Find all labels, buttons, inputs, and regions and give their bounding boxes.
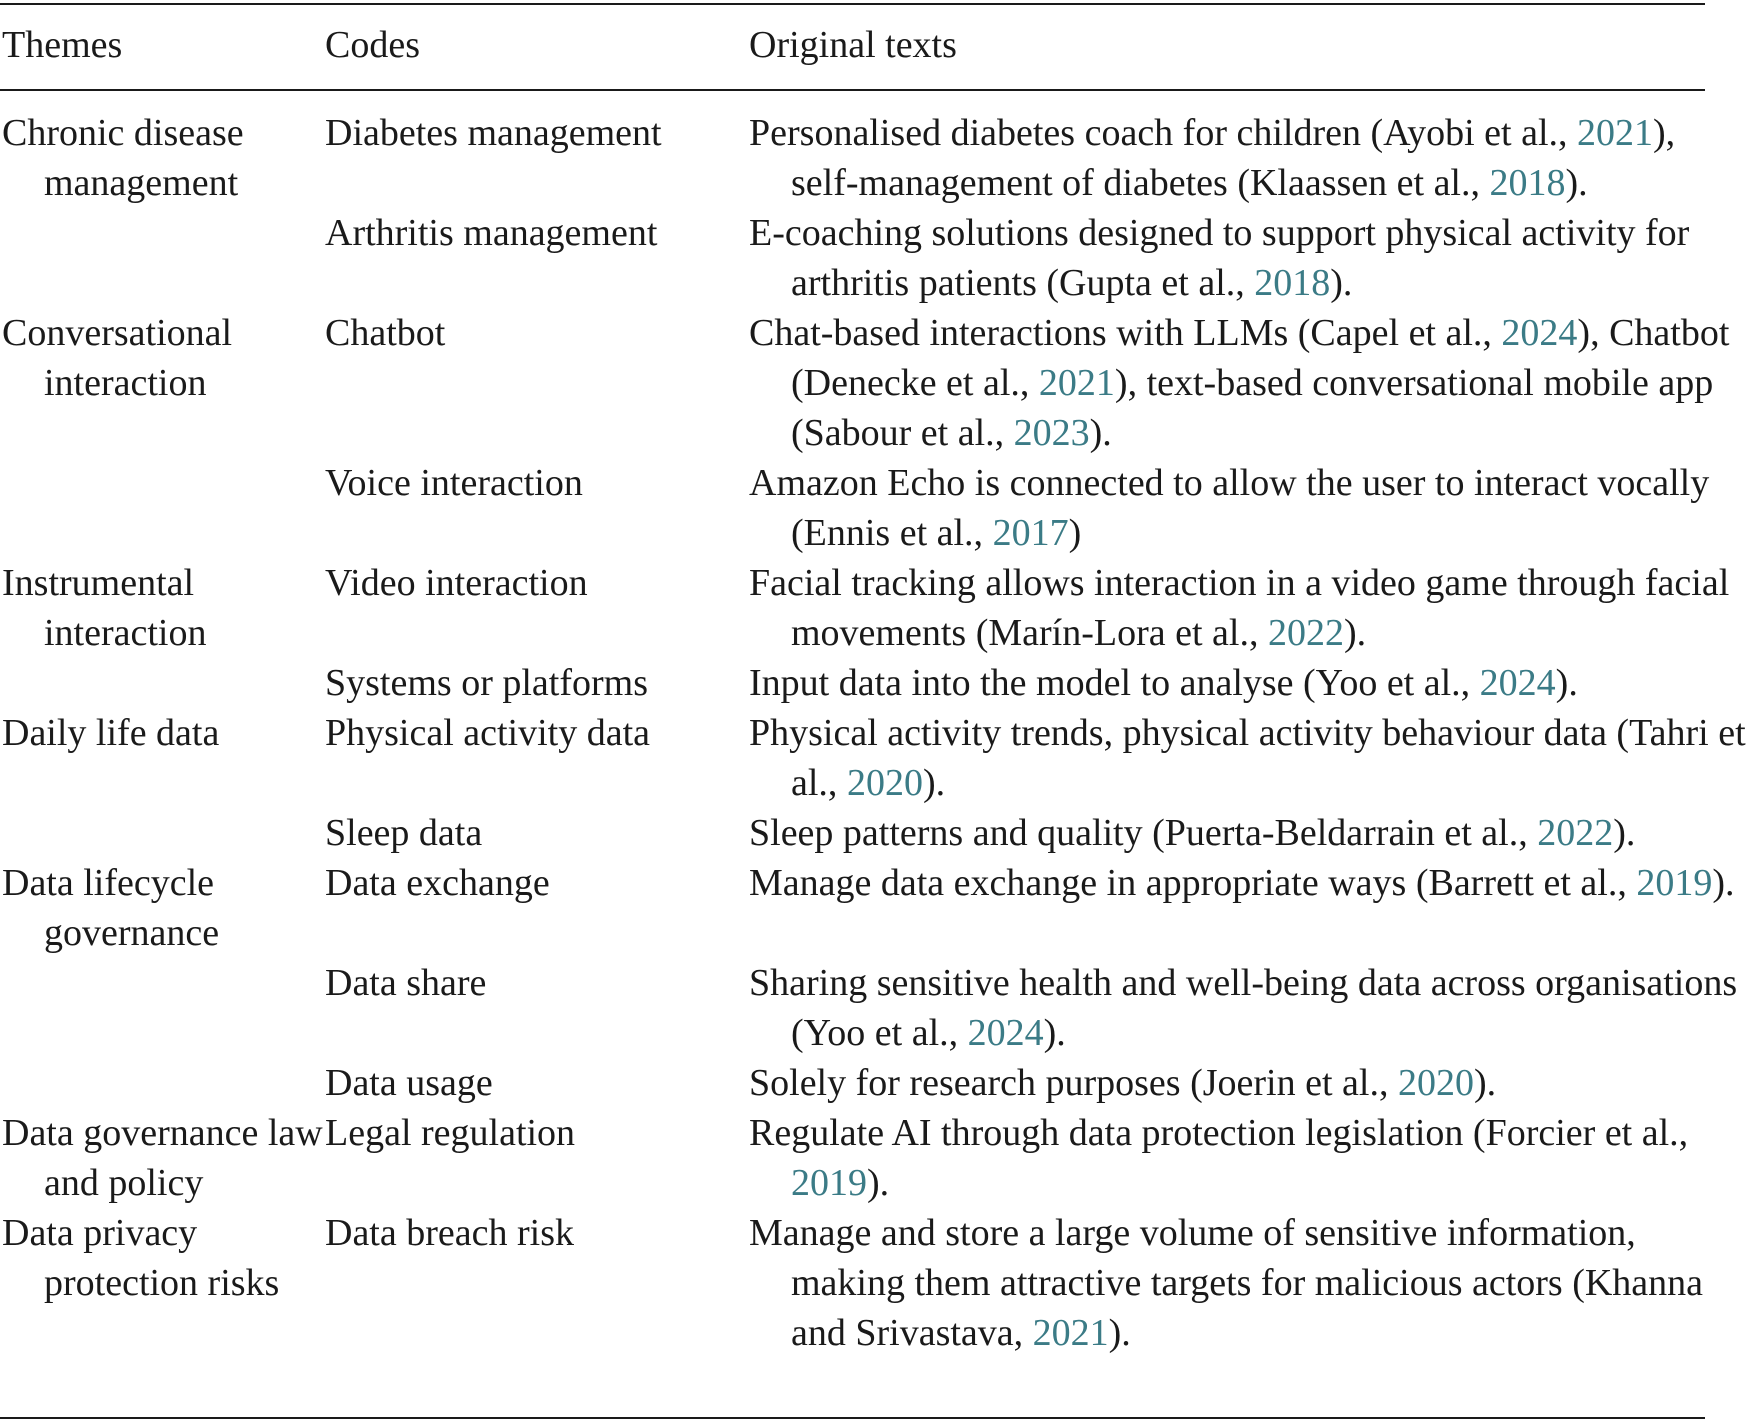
citation-year: 2018	[1489, 162, 1566, 204]
table-row	[0, 858, 1735, 958]
original-text-cell	[749, 558, 1747, 658]
header-themes: Themes	[2, 24, 123, 66]
citation-year: 2022	[1537, 812, 1614, 854]
citation-year: 2021	[1032, 1312, 1109, 1354]
code-cell: Data breach risk	[325, 1212, 574, 1254]
table-body	[0, 108, 1746, 1358]
table-row	[0, 808, 1705, 858]
text-fragment: ).	[1330, 262, 1353, 304]
original-text-cell	[749, 858, 1747, 908]
text-fragment: Sharing sensitive health and well-being data across organisations (Yoo et al.,	[749, 962, 1738, 1054]
citation-year: 2018	[1254, 262, 1331, 304]
text-fragment: Personalised diabetes coach for children (Ayobi et al.,	[749, 112, 1578, 154]
header-codes: Codes	[325, 24, 420, 66]
code-cell: Systems or platforms	[325, 662, 648, 704]
code-cell: Video interaction	[325, 562, 588, 604]
text-fragment: ), self-management of diabetes (Klaassen et al.,	[791, 112, 1676, 204]
header-original-texts: Original texts	[749, 24, 957, 66]
code-cell: Data usage	[325, 1062, 493, 1104]
code-cell: Physical activity data	[325, 712, 651, 754]
original-text-cell	[749, 108, 1747, 208]
table-bottom-rule	[0, 1417, 1705, 1419]
table-header-row	[0, 20, 1705, 80]
table-row	[0, 658, 1705, 708]
table-header-rule	[0, 89, 1705, 91]
text-fragment: Regulate AI through data protection legislation (Forcier et al.,	[749, 1112, 1689, 1154]
text-fragment: Solely for research purposes (Joerin et al.,	[749, 1062, 1398, 1104]
table-row	[0, 558, 1730, 658]
table-row	[0, 1058, 1705, 1108]
table-row	[0, 108, 1705, 208]
original-text-cell	[749, 1208, 1747, 1358]
text-fragment: Input data into the model to analyse (Yoo et al.,	[749, 662, 1480, 704]
citation-year: 2021	[1038, 362, 1115, 404]
table-row	[0, 458, 1710, 558]
original-text-cell	[749, 458, 1747, 558]
citation-year: 2017	[992, 512, 1069, 554]
table-row	[0, 1108, 1705, 1208]
theme-cell: Data lifecycle governance	[2, 862, 220, 954]
text-fragment: Manage data exchange in appropriate ways (Barrett et al.,	[749, 862, 1637, 904]
text-fragment: ), text-based conversational mobile app (Sabour et al.,	[791, 362, 1714, 454]
theme-cell: Daily life data	[2, 712, 220, 754]
code-cell: Diabetes management	[325, 112, 662, 154]
text-fragment: Manage and store a large volume of sensitive information, making them attractive targets for malicious actors (Khanna and Srivastava,	[749, 1212, 1704, 1354]
text-fragment: E-coaching solutions designed to support physical activity for arthritis patients (Gupta et al.,	[749, 212, 1690, 304]
text-fragment: ).	[1565, 162, 1588, 204]
original-text-cell	[749, 1108, 1747, 1208]
original-text-cell	[749, 308, 1747, 458]
table-row	[0, 208, 1705, 308]
text-fragment: Amazon Echo is connected to allow the user to interact vocally (Ennis et al.,	[749, 462, 1710, 554]
table-row	[0, 1208, 1705, 1358]
code-cell: Data exchange	[325, 862, 550, 904]
code-cell: Arthritis management	[325, 212, 658, 254]
code-cell: Chatbot	[325, 312, 446, 354]
original-text-cell	[749, 808, 1747, 858]
citation-year: 2023	[1013, 412, 1090, 454]
code-cell: Data share	[325, 962, 487, 1004]
code-cell: Voice interaction	[325, 462, 583, 504]
citation-year: 2019	[791, 1162, 867, 1204]
text-fragment: ), Chatbot (Denecke et al.,	[791, 312, 1730, 404]
code-cell: Sleep data	[325, 812, 483, 854]
citation-year: 2020	[846, 762, 923, 804]
text-fragment: ).	[1712, 862, 1735, 904]
table-row	[0, 958, 1738, 1058]
text-fragment: ).	[1473, 1062, 1497, 1104]
citation-year: 2020	[1397, 1062, 1474, 1104]
code-cell: Legal regulation	[325, 1112, 576, 1154]
text-fragment: ).	[1343, 612, 1367, 654]
text-fragment: )	[1068, 512, 1082, 554]
text-fragment: Sleep patterns and quality (Puerta-Beldarrain et al.,	[749, 812, 1538, 854]
citation-year: 2021	[1577, 112, 1654, 154]
theme-cell: Conversational interaction	[2, 312, 233, 404]
citation-year: 2024	[967, 1012, 1044, 1054]
text-fragment: ).	[1108, 1312, 1131, 1354]
original-text-cell	[749, 1058, 1747, 1108]
theme-cell: Data governance law and policy	[2, 1112, 323, 1204]
citation-year: 2024	[1501, 312, 1578, 354]
text-fragment: ).	[1043, 1012, 1066, 1054]
table-row	[0, 308, 1730, 458]
text-fragment: ).	[867, 1162, 890, 1204]
text-fragment: ).	[922, 762, 946, 804]
original-text-cell	[749, 958, 1747, 1058]
text-fragment: ).	[1613, 812, 1636, 854]
theme-cell: Instrumental interaction	[2, 562, 207, 654]
original-text-cell	[749, 658, 1747, 708]
text-fragment: ).	[1555, 662, 1578, 704]
theme-cell: Chronic disease management	[2, 112, 244, 204]
original-text-cell	[749, 708, 1747, 808]
citation-year: 2022	[1267, 612, 1344, 654]
text-fragment: Physical activity trends, physical activity behaviour data (Tahri et al.,	[749, 712, 1746, 804]
table-row	[0, 708, 1746, 808]
text-fragment: Facial tracking allows interaction in a video game through facial movements (Marín-Lora et al.,	[749, 562, 1730, 654]
citation-year: 2019	[1636, 862, 1713, 904]
citation-year: 2024	[1479, 662, 1556, 704]
theme-cell: Data privacy protection risks	[2, 1212, 280, 1304]
table-top-rule	[0, 3, 1705, 5]
text-fragment: Chat-based interactions with LLMs (Capel et al.,	[749, 312, 1502, 354]
original-text-cell	[749, 208, 1747, 308]
text-fragment: ).	[1089, 412, 1112, 454]
